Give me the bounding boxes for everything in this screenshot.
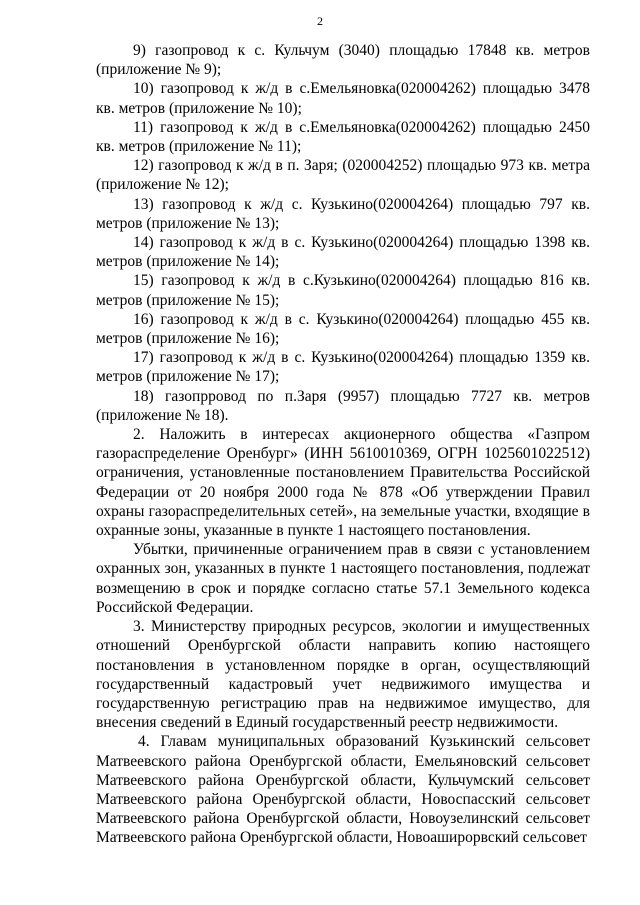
- document-body: [96, 41, 590, 848]
- list-item: 14) газопровод к ж/д в с. Кузькино(020004264) площадью 1398 кв. метров (приложение № 14);: [96, 234, 590, 271]
- paragraph-clause-3: 3. Министерству природных ресурсов, экологии и имущественных отношений Оренбургской области направить копию настоящего постановления в установленном порядке в орган, осуществляющий государственный кадастровый учет недвижимого имущества и государственную регистрацию прав на недвижимое имущество, для внесения сведений в Единый государственный реестр недвижимости.: [96, 618, 590, 732]
- list-item: 15) газопровод к ж/д в с.Кузькино(020004264) площадью 816 кв. метров (приложение № 15);: [96, 272, 590, 309]
- list-item: 16) газопровод к ж/д в с. Кузькино(020004264) площадью 455 кв. метров (приложение № 16);: [96, 310, 590, 348]
- list-item: 13) газопровод к ж/д с. Кузькино(020004264) площадью 797 кв. метров (приложение № 13);: [96, 195, 590, 232]
- list-item: 9) газопровод к с. Кульчум (3040) площадью 17848 кв. метров (приложение № 9);: [96, 42, 590, 79]
- paragraph-clause-2: 2. Наложить в интересах акционерного общества «Газпром газораспределение Оренбург» (ИНН 5610010369, ОГРН 1025601022512) ограничения, установленные постановлением Правительства Российской Федерации от 20 ноября 2000 года № 878 «Об утверждении Правил охраны газораспределительных сетей», на земельные участки, входящие в охранные зоны, указанные в пункте 1 настоящего постановления.: [96, 426, 590, 540]
- list-item: 10) газопровод к ж/д в с.Емельяновка(020004262) площадью 3478 кв. метров (приложение № 10);: [96, 80, 590, 117]
- list-item: 12) газопровод к ж/д в п. Заря; (020004252) площадью 973 кв. метра (приложение № 12);: [96, 157, 590, 194]
- page-number: 2: [317, 14, 323, 28]
- list-item: 11) газопровод к ж/д в с.Емельяновка(020004262) площадью 2450 кв. метров (приложение № 11);: [96, 118, 590, 156]
- list-item: 17) газопровод к ж/д в с. Кузькино(020004264) площадью 1359 кв. метров (приложение № 17);: [96, 349, 590, 386]
- list-item: 18) газопрровод по п.Заря (9957) площадью 7727 кв. метров (приложение № 18).: [96, 387, 590, 424]
- paragraph-damages: Убытки, причиненные ограничением прав в связи с установлением охранных зон, указанных в пункте 1 настоящего постановления, подлежат возмещению в срок и порядке согласно статье 57.1 Земельного кодекса Российской Федерации.: [96, 541, 590, 616]
- paragraph-clause-4: 4. Главам муниципальных образований Кузькинский сельсовет Матвеевского района Оренбургской области, Емельяновский сельсовет Матвеевского района Оренбургской области, Кульчумский сельсовет Матвеевского района Оренбургской области, Новоспасский сельсовет Матвеевского района Оренбургской области, Новоузелинский сельсовет Матвеевского района Оренбургской области, Новоаширорвский сельсовет: [96, 733, 590, 847]
